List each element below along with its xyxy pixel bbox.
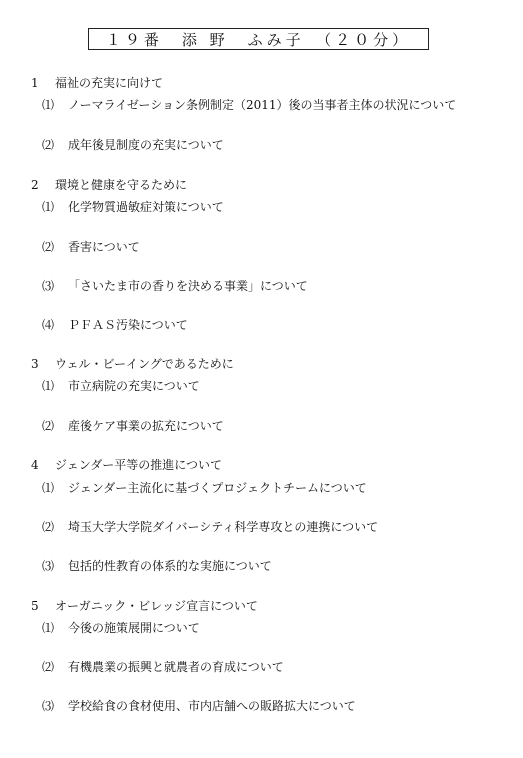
item-text: ジェンダー主流化に基づくプロジェクトチームについて <box>68 481 367 495</box>
section-number: 3 <box>31 357 39 371</box>
section-title: ジェンダー平等の推進について <box>55 458 223 472</box>
section-number: 2 <box>31 178 39 192</box>
item-number: ⑵ <box>42 660 55 674</box>
item-number: ⑴ <box>42 621 55 635</box>
item-text: 有機農業の振興と就農者の育成について <box>68 660 284 674</box>
section-title: 環境と健康を守るために <box>55 178 188 192</box>
item-number: ⑴ <box>42 98 55 112</box>
item-number: ⑴ <box>42 200 55 214</box>
item-text: 埼玉大学大学院ダイバーシティ科学専攻との連携について <box>68 520 379 534</box>
section-number: 4 <box>31 458 39 472</box>
item-number: ⑵ <box>42 419 55 433</box>
item-number: ⑴ <box>42 379 55 393</box>
item-number: ⑶ <box>42 279 55 293</box>
item-number: ⑴ <box>42 481 55 495</box>
item-number: ⑶ <box>42 699 55 713</box>
item-text: 学校給食の食材使用、市内店舗への販路拡大について <box>68 699 356 713</box>
item-text: 市立病院の充実について <box>68 379 200 393</box>
list-item <box>42 520 378 534</box>
list-item <box>42 318 188 332</box>
item-text: 今後の施策展開について <box>68 621 200 635</box>
item-number: ⑵ <box>42 520 55 534</box>
list-item <box>42 279 308 293</box>
section-heading <box>31 357 234 371</box>
item-number: ⑷ <box>42 318 55 332</box>
section-title: オーガニック・ビレッジ宣言について <box>55 599 258 613</box>
list-item <box>42 200 224 214</box>
item-text: ノーマライゼーション条例制定（2011）後の当事者主体の状況について <box>68 98 457 112</box>
section-heading <box>31 178 187 192</box>
section-heading <box>31 76 163 90</box>
list-item <box>42 621 200 635</box>
list-item <box>42 379 200 393</box>
section-title: ウェル・ビーイングであるために <box>55 357 234 371</box>
list-item <box>42 660 284 674</box>
section-number: 1 <box>31 76 39 90</box>
page-title: １９番 添 野 ふみ子 （２０分） <box>88 28 429 50</box>
item-number: ⑵ <box>42 240 55 254</box>
item-text: 産後ケア事業の拡充について <box>68 419 224 433</box>
section-heading <box>31 458 222 472</box>
item-text: 香害について <box>68 240 140 254</box>
list-item <box>42 559 272 573</box>
item-text: 成年後見制度の充実について <box>68 138 224 152</box>
list-item <box>42 419 224 433</box>
list-item <box>42 481 367 495</box>
list-item <box>42 699 356 713</box>
item-number: ⑶ <box>42 559 55 573</box>
item-text: ＰＦＡＳ汚染について <box>68 318 188 332</box>
item-text: 包括的性教育の体系的な実施について <box>68 559 272 573</box>
section-number: 5 <box>31 599 39 613</box>
list-item <box>42 98 456 112</box>
item-text: 「さいたま市の香りを決める事業」について <box>68 279 308 293</box>
list-item <box>42 138 224 152</box>
item-text: 化学物質過敏症対策について <box>68 200 224 214</box>
list-item <box>42 240 140 254</box>
section-heading <box>31 599 258 613</box>
section-title: 福祉の充実に向けて <box>55 76 164 90</box>
item-number: ⑵ <box>42 138 55 152</box>
